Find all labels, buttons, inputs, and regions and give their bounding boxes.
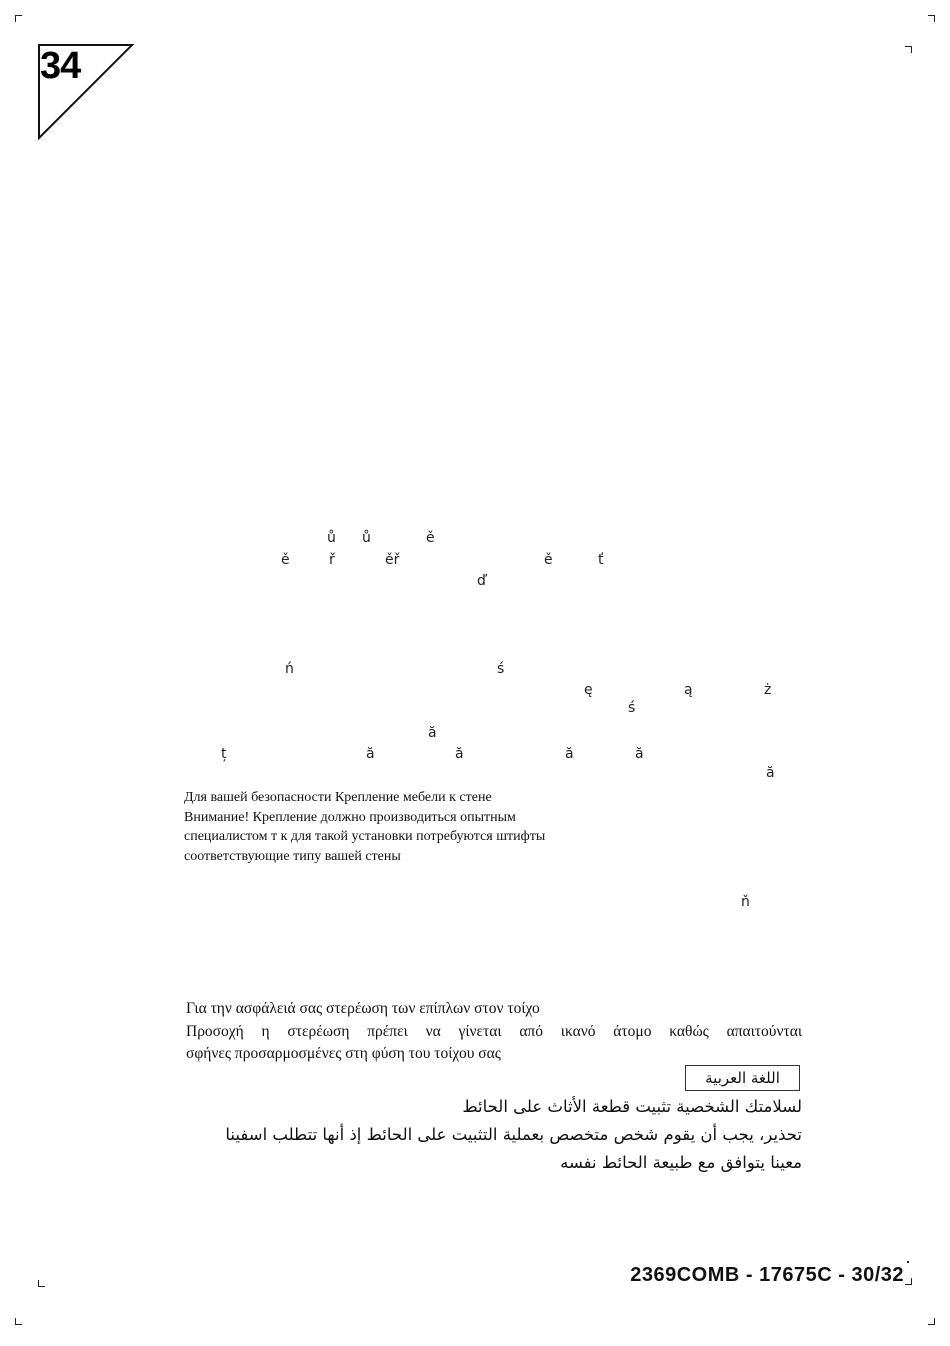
document-code-footer: 2369COMB - 17675C - 30/32 (630, 1264, 904, 1286)
polish-glyph: ś (628, 700, 636, 716)
crop-mark-bottom-right-outer (928, 1318, 935, 1325)
greek-line: Προσοχή η στερέωση πρέπει να γίνεται από ικανό άτομο καθώς απαιτούνται (186, 1022, 802, 1040)
romanian-glyph: ț (221, 746, 227, 762)
czech-glyph: ě (426, 530, 435, 546)
romanian-glyph: ă (428, 725, 437, 741)
czech-glyph: ď (477, 573, 486, 589)
romanian-glyph: ă (766, 765, 775, 781)
crop-mark-bottom-right (905, 1278, 912, 1285)
romanian-glyph: ă (635, 746, 644, 762)
czech-glyph: ěř (385, 552, 400, 568)
russian-line: соответствующие типу вашей стены (184, 849, 401, 864)
czech-glyph: ů (362, 530, 371, 546)
czech-glyph: ť (598, 552, 604, 568)
page-number: 34 (40, 45, 81, 87)
czech-glyph: ř (329, 552, 335, 568)
slovak-glyph: ň (741, 894, 750, 910)
crop-mark-top-right (905, 46, 912, 53)
arabic-line: تحذير، يجب أن يقوم شخص متخصص بعملية التثبيت على الحائط إذ أنها تتطلب اسفينا (225, 1125, 802, 1144)
polish-glyph: ą (684, 682, 693, 698)
crop-mark-bottom-left-outer (15, 1318, 22, 1325)
romanian-glyph: ă (366, 746, 375, 762)
czech-glyph: ě (544, 552, 553, 568)
arabic-line: لسلامتك الشخصية تثبيت قطعة الأثاث على الحائط (462, 1097, 802, 1116)
romanian-glyph: ă (565, 746, 574, 762)
crop-mark-top-left (15, 15, 22, 22)
arabic-line: معينا يتوافق مع طبيعة الحائط نفسه (560, 1153, 802, 1172)
greek-line: σφήνες προσαρμοσμένες στη φύση του τοίχου σας (186, 1045, 501, 1062)
czech-glyph: ů (327, 530, 336, 546)
romanian-glyph: ă (455, 746, 464, 762)
footer-dot (907, 1261, 909, 1263)
crop-mark-bottom-left (38, 1280, 45, 1287)
greek-line: Για την ασφάλειά σας στερέωση των επίπλων στον τοίχο (186, 1000, 540, 1017)
russian-line: Для вашей безопасности Крепление мебели к стене (184, 790, 492, 805)
polish-glyph: ę (584, 682, 593, 698)
polish-glyph: ś (497, 661, 505, 677)
crop-mark-top-right-outer (928, 15, 935, 22)
russian-line: специалистом т к для такой установки потребуются штифты (184, 829, 546, 844)
arabic-language-heading: اللغة العربية (685, 1065, 800, 1091)
greek-section (186, 998, 802, 1066)
polish-glyph: ż (764, 682, 772, 698)
russian-line: Внимание! Крепление должно производиться опытным (184, 810, 516, 825)
czech-glyph: ě (281, 552, 290, 568)
polish-glyph: ń (285, 661, 294, 677)
